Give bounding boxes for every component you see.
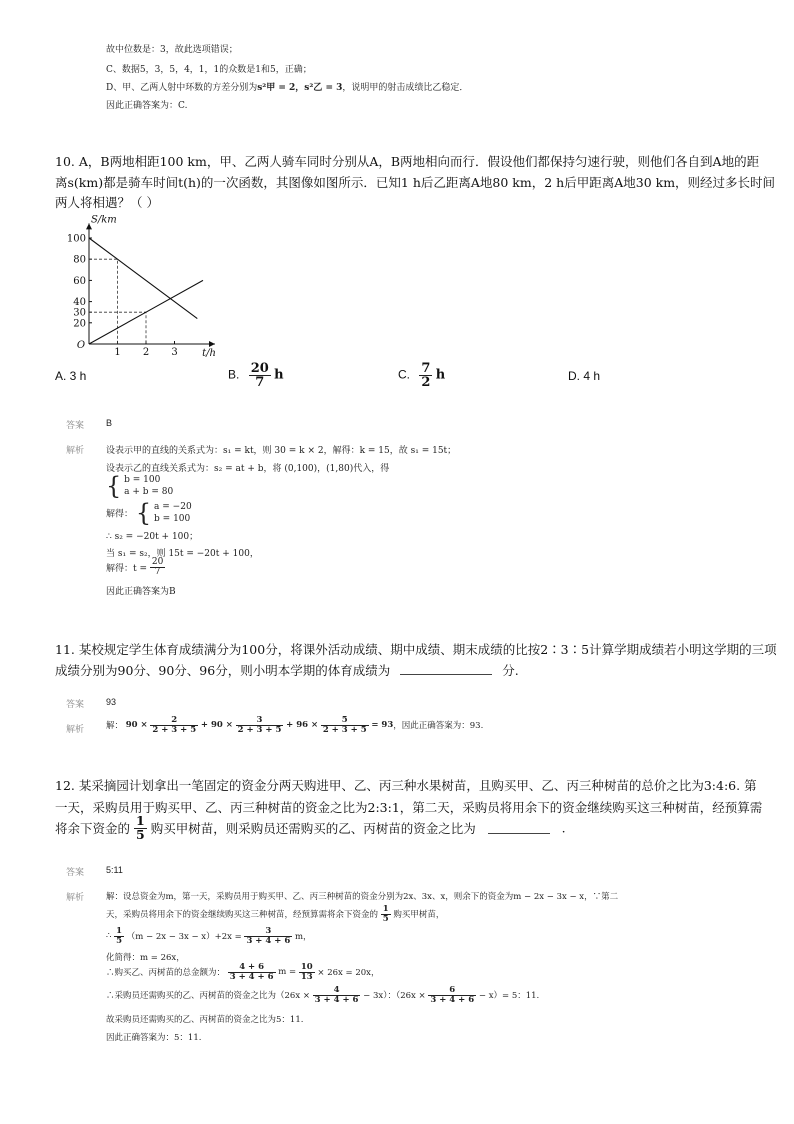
q11-answer-blank[interactable]: [400, 664, 492, 675]
q10-stem-line-3: 两人将相遇？（ ）: [55, 195, 159, 210]
t-fraction: $\frac{20}{7}$: [151, 557, 164, 577]
q12-answer-blank[interactable]: [488, 823, 550, 834]
dashed-guide: [89, 259, 118, 344]
q11-stem-line-1: 11. 某校规定学生体育成绩满分为100分，将课外活动成绩、期中成绩、期末成绩的比按2∶3∶5计算学期成绩若小明这学期的三项: [55, 642, 777, 657]
y-tick-label: 60: [73, 275, 86, 287]
x-axis-label: t/h: [202, 348, 216, 359]
q10-solution-line-1: 设表示甲的直线的关系式为：s₁ = kt，则 30 = k × 2，解得：k = 15，故 s₁ = 15t；: [106, 446, 457, 456]
q12-solution-line-6: ∴采购员还需购买的乙、丙树苗的资金之比为（26x × $\frac{4}{3 + 4 + 6}$ − 3x）：（26x × $\frac{6}{3 + 4 + 6}$ − x）= 5：11.: [106, 985, 540, 1005]
option-b-unit: h: [274, 367, 284, 383]
q12-solution-line-5: ∴购买乙、丙树苗的总金额为： $\frac{4 + 6}{3 + 4 + 6}$ m = $\frac{10}{13}$ × 26x = 20x，: [106, 962, 380, 982]
q10-answer: B: [106, 418, 113, 428]
x-axis-arrow: [209, 341, 215, 347]
q10-system-1: [106, 474, 173, 498]
prev-solution-line-3: [106, 80, 468, 93]
system-2-prefix: 解得：: [106, 509, 134, 520]
y-tick-label: 100: [66, 233, 86, 245]
y-axis-label: S/km: [91, 214, 117, 226]
q10-solution-line-2: 设表示乙的直线关系式为：s₂ = at + b，将 (0,100)，(1,80)代入，得: [106, 464, 390, 474]
q10-system-2: [106, 501, 192, 525]
q12-solution-line-1: 解：设总资金为m，第一天，采购员用于购买甲、乙、丙三种树苗的资金分别为2x、3x、x，则余下的资金为m − 2x − 3x − x，∵第二: [106, 892, 619, 902]
option-d[interactable]: D. 4 h: [568, 369, 601, 383]
system-1-eq-1: b = 100: [124, 475, 161, 485]
option-b-fraction: $\frac{20}{7}$: [250, 361, 269, 390]
q12-analysis-label: 解析: [66, 892, 85, 902]
q11-analysis-label: 解析: [66, 724, 85, 734]
q10-solution-line-6: ∴ s₂ = −20t + 100；: [106, 532, 199, 542]
y-tick-label: 40: [73, 297, 86, 309]
prev-solution-line-2: C、数据5，3，5，4，1，1的众数是1和5，正确；: [106, 65, 312, 75]
q12-solution-line-7: 故采购员还需购买的乙、丙树苗的资金之比为5：11.: [106, 1015, 304, 1025]
option-b[interactable]: [228, 362, 284, 389]
q12-stem-line-3a: 将余下资金的: [55, 821, 131, 836]
q10-stem-line-2: 离s(km)都是骑车时间t(h)的一次函数，其图像如图所示．已知1 h后乙距离A地80 km，2 h后甲距离A地30 km，则经过多长时间: [55, 175, 776, 190]
option-c[interactable]: [398, 362, 445, 389]
q12-solution-line-3: ∴ $\frac{1}{5}$ （m − 2x − 3x − x）+2x = $\frac{3}{3 + 4 + 6}$ m，: [106, 926, 312, 946]
q12-stem-line-1: 12. 某采摘园计划拿出一笔固定的资金分两天购进甲、乙、丙三种水果树苗，且购买甲、乙、丙三种树苗的总价之比为3:4:6. 第: [55, 778, 757, 793]
brace-icon: {: [106, 472, 122, 500]
q12-stem-line-3b: 购买甲树苗，则采购员还需购买的乙、丙树苗的资金之比为: [150, 821, 476, 836]
distance-time-graph: [55, 208, 235, 360]
q12-stem-line-3: [55, 815, 566, 841]
q10-stem-line-1: 10. A，B两地相距100 km，甲、乙两人骑车同时分别从A，B两地相向而行．假设他们都保持匀速行驶，则他们各自到A地的距: [55, 154, 760, 169]
q12-answer-label: 答案: [66, 867, 85, 877]
prev-solution-line-3c: ，说明甲的射击成绩比乙稳定．: [342, 83, 469, 93]
q11-solution: 解： 90 × $\frac{2}{2 + 3 + 5}$ + 90 × $\frac{3}{2 + 3 + 5}$ + 96 × $\frac{5}{2 + 3 + 5}$ = 93，因此正确答案为：93.: [106, 715, 484, 735]
q12-stem-line-2: 一天，采购员用于购买甲、乙、丙三种树苗的资金之比为2:3:1，第二天，采购员将用余下的资金继续购买这三种树苗，经预算需: [55, 800, 763, 815]
origin-label: O: [76, 340, 86, 351]
system-2-eq-2: b = 100: [154, 514, 191, 524]
q10-analysis-label: 解析: [66, 445, 85, 455]
q11-stem-line-2: [55, 661, 519, 679]
q12-solution-line-2: 天，采购员将用余下的资金继续购买这三种树苗，经预算需将余下资金的 $\frac{1}{5}$ 购买甲树苗，: [106, 904, 445, 924]
prev-solution-line-1: 故中位数是：3，故此选项错误；: [106, 45, 238, 55]
x-tick-label: 2: [142, 347, 150, 358]
brace-icon: {: [135, 499, 152, 527]
q10-solution-line-8: [106, 558, 165, 577]
solve-prefix: 解得：t =: [106, 564, 148, 574]
q12-solution-line-4: 化简得：m = 26x，: [106, 953, 185, 963]
option-c-fraction: $\frac{7}{2}$: [421, 361, 431, 390]
series-line-yi: [89, 238, 197, 319]
q11-answer-label: 答案: [66, 699, 85, 709]
q10-solution-answer: 因此正确答案为B: [106, 587, 176, 597]
option-b-label: B.: [228, 367, 240, 382]
x-tick-label: 3: [171, 347, 178, 358]
q10-answer-label: 答案: [66, 420, 85, 430]
one-fifth-fraction: $\frac{1}{5}$: [136, 813, 145, 842]
prev-solution-line-3a: D、甲、乙两人射中环数的方差分别为: [106, 83, 258, 93]
option-a[interactable]: A. 3 h: [55, 369, 87, 383]
q11-answer: 93: [106, 697, 117, 707]
prev-solution-answer: 因此正确答案为：C.: [106, 101, 188, 111]
q11-stem-line-2a: 成绩分别为90分、90分、96分，则小明本学期的体育成绩为: [55, 663, 391, 678]
q10-solution-line-7: 当 s₁ = s₂，则 15t = −20t + 100，: [106, 549, 259, 559]
q12-stem-line-3c: .: [561, 820, 566, 836]
y-tick-label: 30: [73, 307, 86, 319]
q12-solution-answer: 因此正确答案为：5：11.: [106, 1033, 202, 1043]
y-tick-label: 80: [73, 254, 86, 266]
option-c-label: C.: [398, 367, 410, 382]
system-2-eq-1: a = −20: [154, 502, 192, 512]
x-tick-label: 1: [114, 347, 121, 358]
q12-answer: 5:11: [106, 865, 123, 875]
y-tick-label: 20: [73, 318, 86, 330]
system-1-eq-2: a + b = 80: [124, 487, 174, 497]
q11-stem-line-2b: 分.: [502, 663, 519, 678]
option-c-unit: h: [435, 367, 446, 383]
variance-expression: s²甲 = 2，s²乙 = 3: [257, 83, 343, 93]
